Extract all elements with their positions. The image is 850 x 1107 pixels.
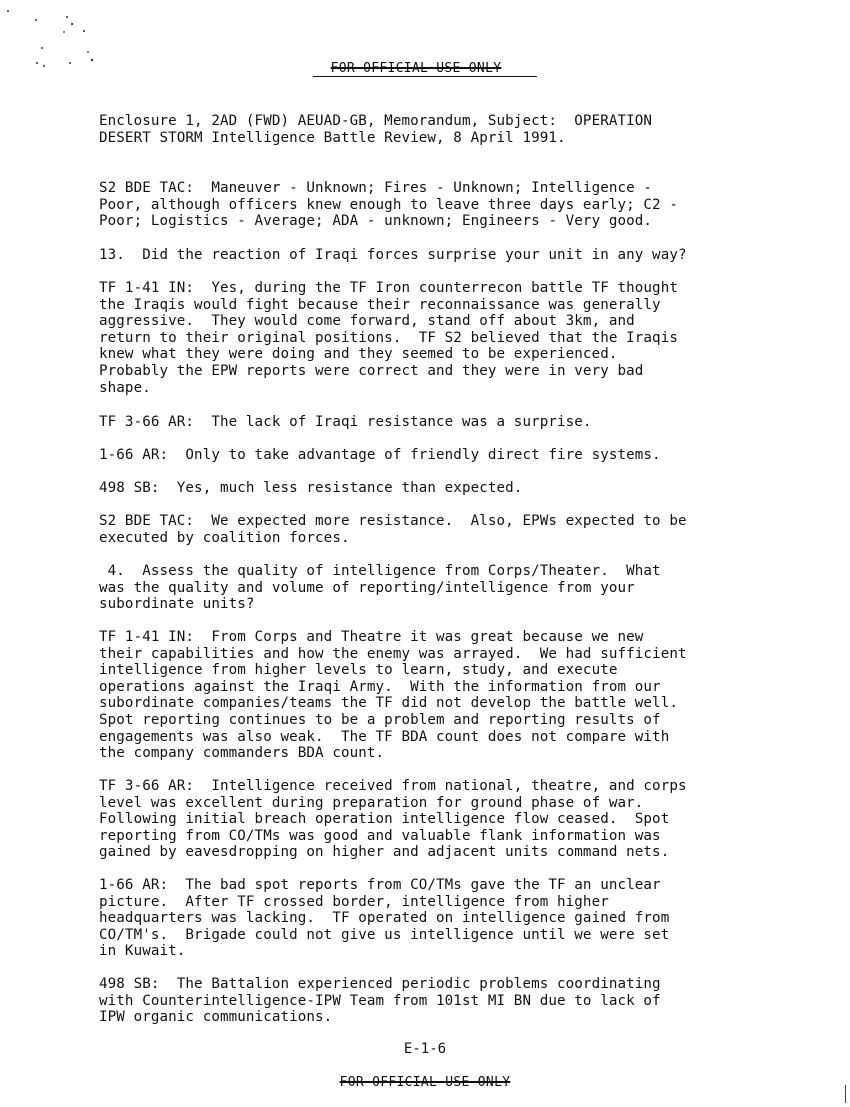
paragraph-tf-1-41-in-q13: TF 1-41 IN: Yes, during the TF Iron counterrecon battle TF thought the Iraqis would fight because their reconnaissance was generally aggressive. They would come forward, stand off about 3km, and return to their original positions. TF S2 believed that the Iraqis knew what they were doing and they seemed to be experienced. Probably the EPW reports were correct and they were in very bad shape. bbox=[99, 280, 678, 396]
question-13: 13. Did the reaction of Iraqi forces surprise your unit in any way? bbox=[99, 247, 687, 263]
paragraph-498-sb-q13: 498 SB: Yes, much less resistance than expected. bbox=[99, 480, 523, 496]
header-classification-banner bbox=[0, 61, 850, 76]
enclosure-heading: Enclosure 1, 2AD (FWD) AEUAD-GB, Memorandum, Subject: OPERATION DESERT STORM Intelligence Battle Review, 8 April 1991. bbox=[99, 113, 653, 146]
question-14: 4. Assess the quality of intelligence from Corps/Theater. What was the quality and volume of reporting/intelligence from your subordinate units? bbox=[99, 563, 661, 613]
paragraph-s2-bde-tac-q13: S2 BDE TAC: We expected more resistance. Also, EPWs expected to be executed by coalition forces. bbox=[99, 513, 687, 546]
paragraph-498-sb-q14: 498 SB: The Battalion experienced periodic problems coordinating with Counterintelligence-IPW Team from 101st MI BN due to lack of IPW organic communications. bbox=[99, 976, 661, 1026]
paragraph-1-66-ar-q14: 1-66 AR: The bad spot reports from CO/TMs gave the TF an unclear picture. After TF crossed border, intelligence from higher headquarters was lacking. TF operated on intelligence gained from CO/TM's. Brigade could not give us intelligence until we were set in Kuwait. bbox=[99, 877, 670, 960]
paragraph-1-66-ar-q13: 1-66 AR: Only to take advantage of friendly direct fire systems. bbox=[99, 447, 661, 463]
paragraph-tf-3-66-ar-q14: TF 3-66 AR: Intelligence received from national, theatre, and corps level was excellent during preparation for ground phase of war. Following initial breach operation intelligence flow ceased. Spot reporting from CO/TMs was good and valuable flank information was gained by eavesdropping on higher and adjacent units command nets. bbox=[99, 778, 687, 861]
paragraph-s2-bde-tac-assessment: S2 BDE TAC: Maneuver - Unknown; Fires - Unknown; Intelligence - Poor, although officers knew enough to leave three days early; C2 - Poor; Logistics - Average; ADA - unknown; Engineers - Very good. bbox=[99, 180, 678, 230]
page-number: E-1-6 bbox=[403, 1041, 447, 1057]
paragraph-tf-3-66-ar-q13: TF 3-66 AR: The lack of Iraqi resistance was a surprise. bbox=[99, 414, 592, 430]
scan-edge-mark bbox=[845, 1085, 846, 1103]
paragraph-tf-1-41-in-q14: TF 1-41 IN: From Corps and Theatre it was great because we new their capabilities and how the enemy was arrayed. We had sufficient intelligence from higher levels to learn, study, and execute operations against the Iraqi Army. With the information from our subordinate companies/teams the TF did not develop the battle well. Spot reporting continues to be a problem and reporting results of engagements was also weak. The TF BDA count does not compare with the company commanders BDA count. bbox=[99, 629, 687, 762]
header-banner-text: FOR OFFICIAL USE ONLY bbox=[313, 61, 538, 77]
footer-classification-banner bbox=[0, 1075, 850, 1090]
footer-banner-text: FOR OFFICIAL USE ONLY bbox=[339, 1075, 511, 1090]
